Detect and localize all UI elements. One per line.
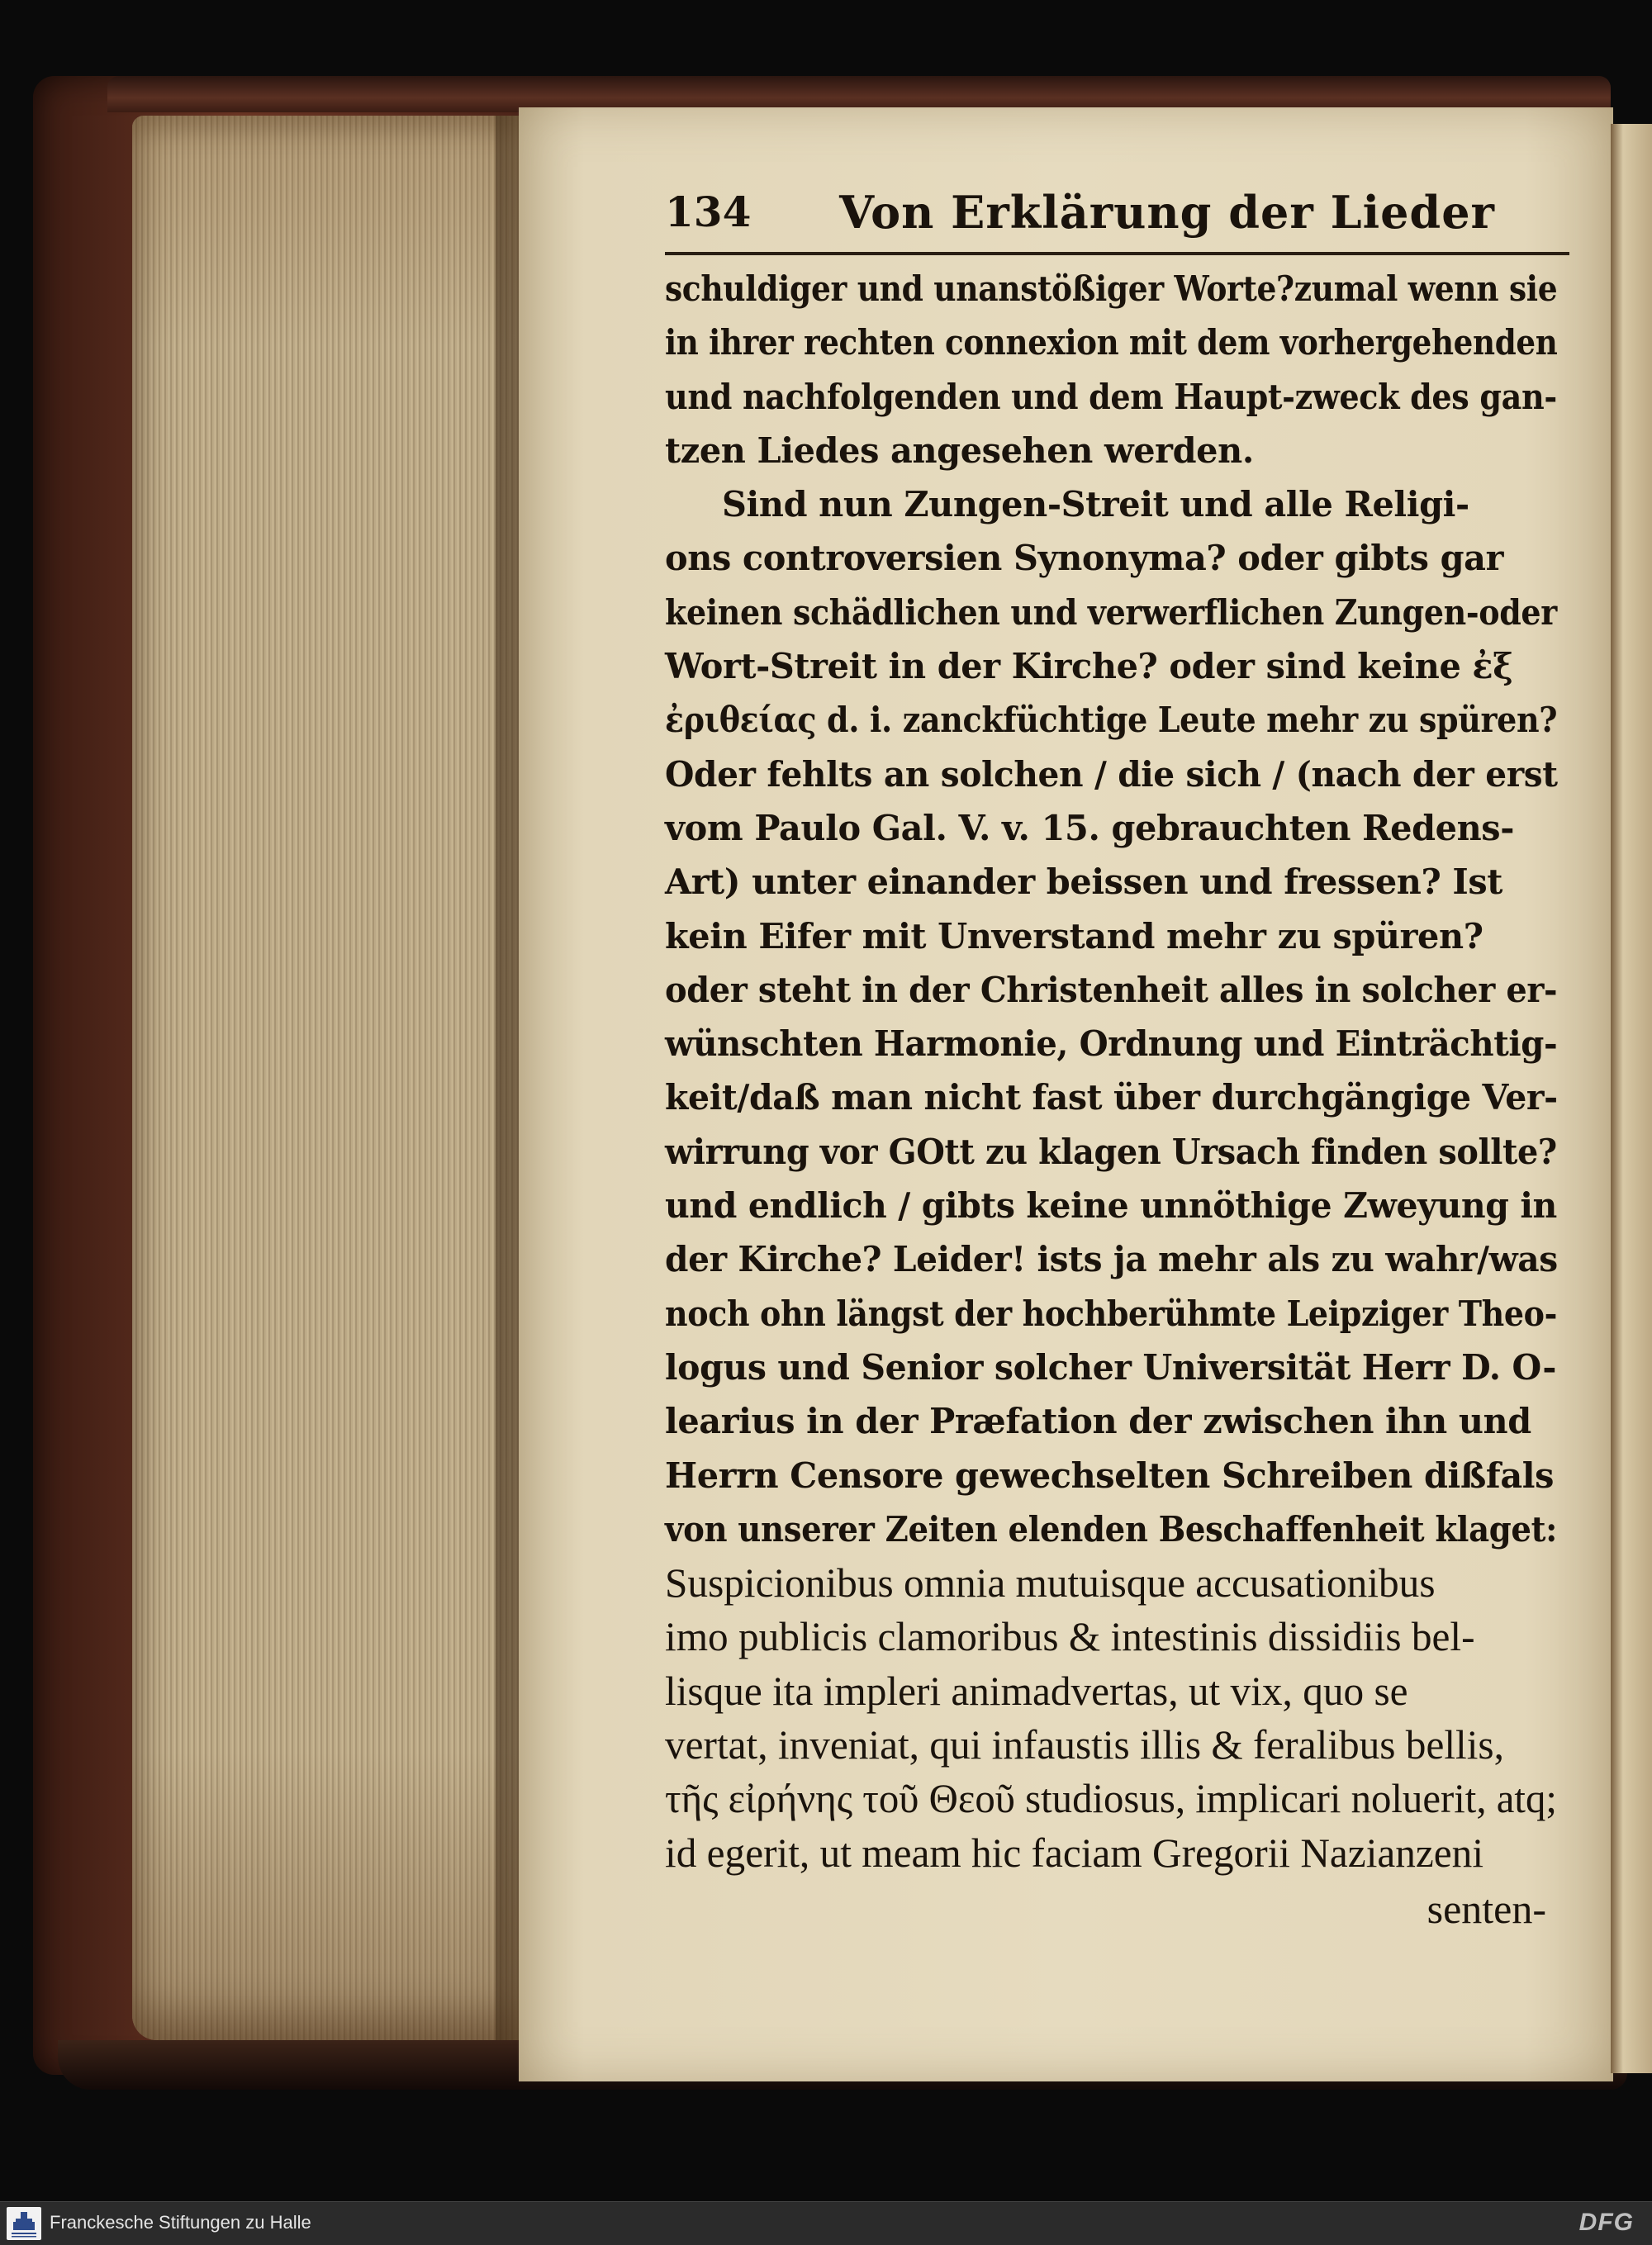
catchword: senten- xyxy=(1427,1885,1546,1932)
text-line: ἐριθείας d. i. zanckfüchtige Leute mehr zu spüren? xyxy=(665,700,1558,741)
text-line: kein Eifer mit Unverstand mehr zu spüren? xyxy=(665,915,1483,956)
text-line: keit/daß man nicht fast über durchgängige Ver- xyxy=(665,1077,1558,1118)
text-line: Oder fehlts an solchen / die sich / (nach der erst xyxy=(665,753,1558,795)
dfg-logo: DFG xyxy=(1578,2209,1634,2236)
text-line: oder steht in der Christenheit alles in solcher er- xyxy=(665,969,1558,1010)
text-line: learius in der Præfation der zwischen ihn und xyxy=(665,1401,1531,1442)
text-line: in ihrer rechten connexion mit dem vorhergehenden xyxy=(665,322,1558,363)
text-line: keinen schädlichen und verwerflichen Zungen-oder xyxy=(665,591,1557,633)
footer-bar xyxy=(0,2201,1652,2245)
latin-quote-line: id egerit, ut meam hic faciam Gregorii Nazianzeni xyxy=(665,1829,1484,1876)
footer-organization: Franckesche Stiftungen zu Halle xyxy=(50,2212,311,2233)
text-line: Art) unter einander beissen und fressen? Ist xyxy=(665,861,1503,903)
text-line: und endlich / gibts keine unnöthige Zweyung in xyxy=(665,1185,1557,1227)
page-header xyxy=(665,186,1569,255)
latin-quote-line: Suspicionibus omnia mutuisque accusationibus xyxy=(665,1559,1436,1607)
text-line: tzen Liedes angesehen werden. xyxy=(665,430,1254,471)
running-title: Von Erklärung der Lieder xyxy=(839,186,1495,239)
latin-quote-line: vertat, inveniat, qui infaustis illis & feralibus bellis, xyxy=(665,1721,1504,1768)
text-line: der Kirche? Leider! ists ja mehr als zu wahr/was xyxy=(665,1239,1558,1280)
text-line: Herrn Censore gewechselten Schreiben dißfals xyxy=(665,1455,1555,1496)
latin-quote-line: τῆς εἰρήνης τοῦ Θεοῦ studiosus, implicari noluerit, atq; xyxy=(665,1775,1557,1822)
latin-quote-line: lisque ita impleri animadvertas, ut vix, quo se xyxy=(665,1667,1408,1714)
page-edges xyxy=(132,116,520,2040)
text-line: von unserer Zeiten elenden Beschaffenheit klaget: xyxy=(665,1508,1557,1550)
page-number: 134 xyxy=(665,187,752,236)
text-line: Sind nun Zungen-Streit und alle Religi- xyxy=(722,484,1469,525)
text-line: wünschten Harmonie, Ordnung und Einträchtig- xyxy=(665,1023,1558,1065)
francke-foundations-logo-icon xyxy=(7,2207,41,2240)
text-line: wirrung vor GOtt zu klagen Ursach finden sollte? xyxy=(665,1131,1557,1172)
text-line: noch ohn längst der hochberühmte Leipziger Theo- xyxy=(665,1293,1557,1334)
text-line: vom Paulo Gal. V. v. 15. gebrauchten Redens- xyxy=(665,807,1515,848)
latin-quote-line: imo publicis clamoribus & intestinis dissidiis bel- xyxy=(665,1613,1475,1660)
text-line: schuldiger und unanstößiger Worte?zumal wenn sie xyxy=(665,268,1558,309)
text-line: logus und Senior solcher Universität Herr D. O- xyxy=(665,1346,1556,1388)
page-text-block xyxy=(665,186,1569,1938)
facing-page-edge xyxy=(1611,124,1652,2073)
text-line: und nachfolgenden und dem Haupt-zweck des gan- xyxy=(665,376,1557,417)
text-line: ons controversien Synonyma? oder gibts gar xyxy=(665,538,1504,579)
text-line: Wort-Streit in der Kirche? oder sind keine ἐξ xyxy=(665,646,1513,687)
